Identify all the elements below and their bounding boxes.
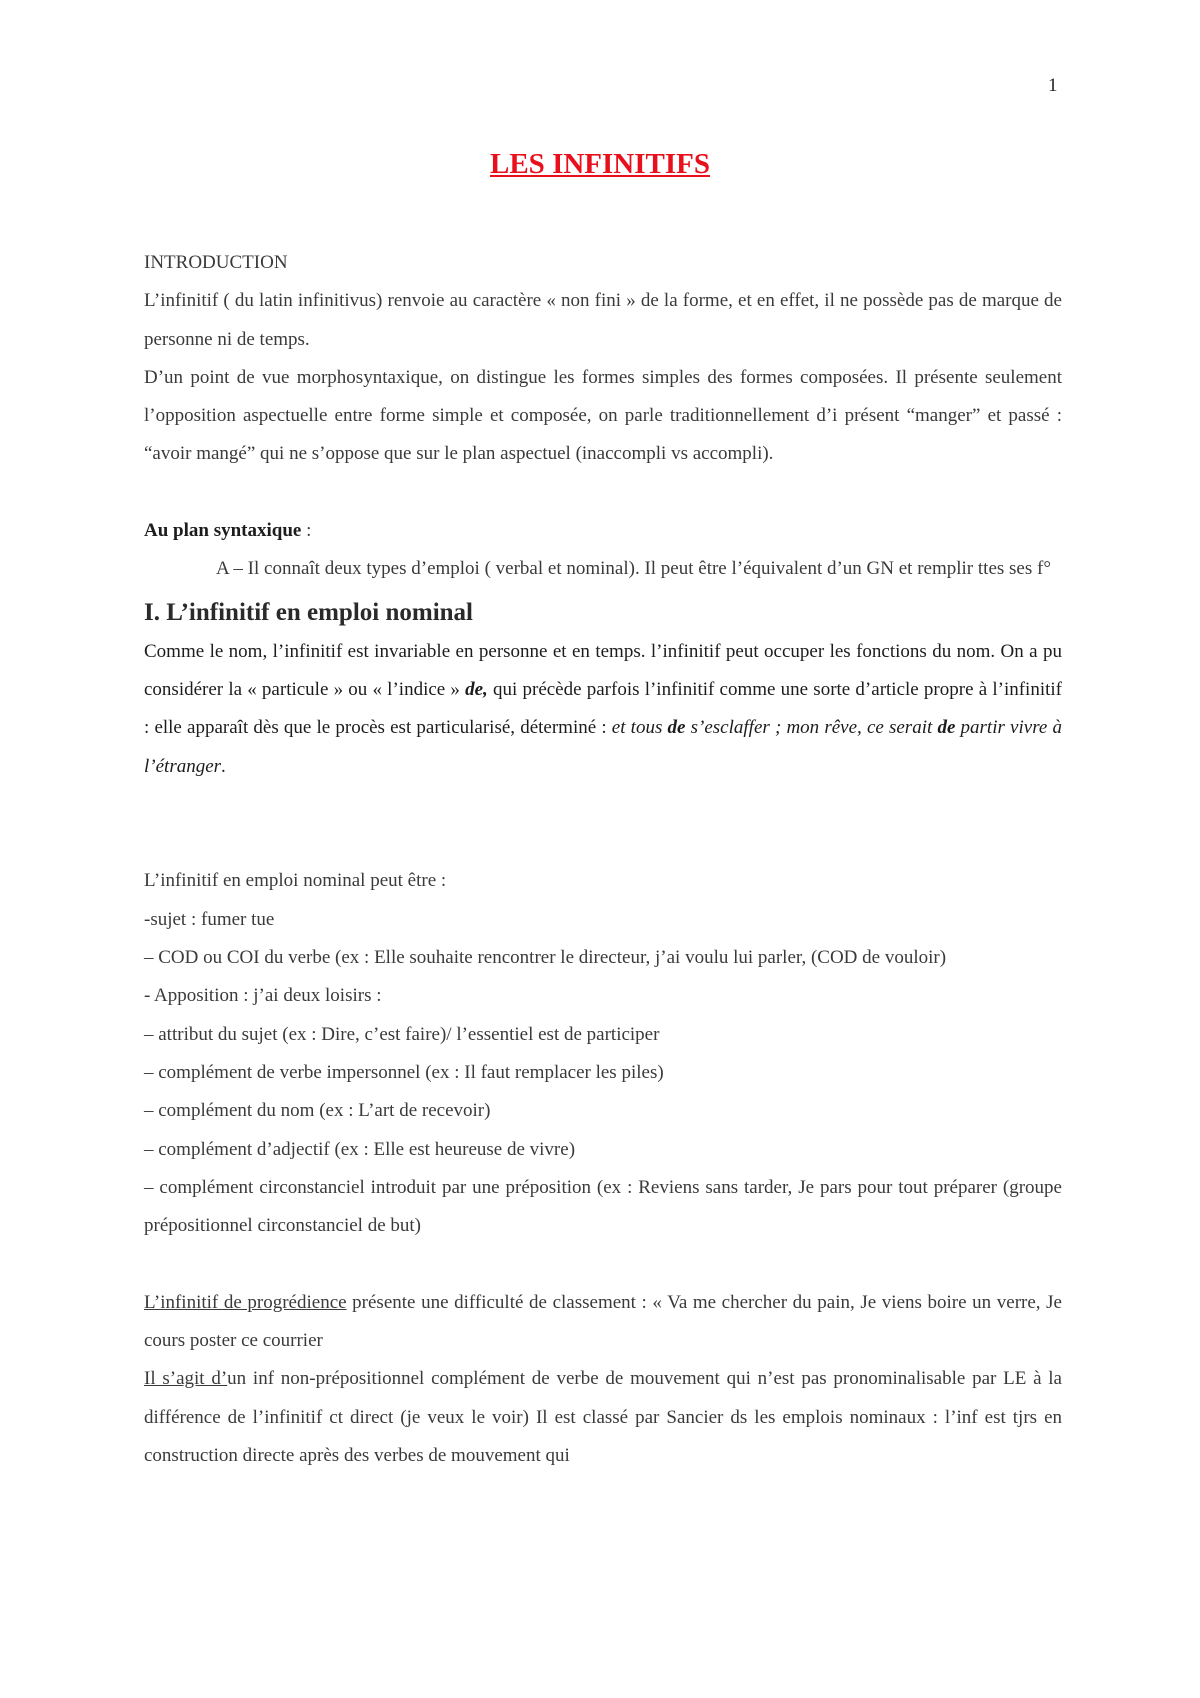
list-item: – complément du nom (ex : L’art de recevoir) (144, 1100, 491, 1122)
para-text: Comme le nom, l’infinitif est invariable en personne et en temps. l’infinitif peut occuper les fonctions du nom. On a pu considérer la « particule » ou « l’indice » (144, 640, 1062, 700)
document-title: LES INFINITIFS (490, 148, 710, 180)
syntax-point-a: A – Il connaît deux types d’emploi ( verbal et nominal). Il peut être l’équivalent d’un GN et remplir ttes ses f° (216, 558, 1051, 580)
intro-paragraph-1: L’infinitif ( du latin infinitivus) renvoie au caractère « non fini » de la forme, et en effet, il ne possède pas de marque de personne ni de temps. (144, 290, 1062, 350)
intro-paragraph-2: D’un point de vue morphosyntaxique, on distingue les formes simples des formes composées. Il présente seulement l’opposition aspectuelle entre forme simple et composée, on parle traditionnellement d’i présent “manger” et passé : “avoir mangé” qui ne s’oppose que sur le plan aspectuel (inaccompli vs accompli). (144, 366, 1062, 465)
list-item: – complément d’adjectif (ex : Elle est heureuse de vivre) (144, 1138, 576, 1160)
progredience-paragraph: L’infinitif de progrédience présente une difficulté de classement : « Va me chercher du pain, Je viens boire un verre, Je cours poster ce courrier (144, 1291, 1062, 1352)
final-underlined: Il s’agit d’ (144, 1368, 228, 1390)
syntax-label: Au plan syntaxique (144, 520, 302, 542)
page-number: 1 (1048, 75, 1058, 96)
para-particle: de, (465, 678, 488, 700)
list-item: – complément de verbe impersonnel (ex : Il faut remplacer les piles) (144, 1061, 664, 1083)
syntax-label-line (144, 512, 1062, 550)
list-item: – complément circonstanciel introduit par une préposition (ex : Reviens sans tarder, Je pars pour tout préparer (groupe prépositionnel circonstanciel de but) (144, 1176, 1062, 1237)
para-text-2: qui précède parfois l’infinitif comme une sorte d’article propre à l’infinitif : elle apparaît dès que le procès est particularisé, déterminé : (144, 678, 1062, 739)
document-body (144, 244, 1062, 1475)
final-paragraph: Il s’agit d’un inf non-prépositionnel complément de verbe de mouvement qui n’est pas pronominalisable par LE à la différence de l’infinitif ct direct (je veux le voir) Il est classé par Sancier ds les emplois nominaux : l’inf est tjrs en construction directe après des verbes de mouvement qui (144, 1368, 1062, 1466)
progredience-term: L’infinitif de progrédience (144, 1291, 347, 1313)
list-item: – attribut du sujet (ex : Dire, c’est faire)/ l’essentiel est de participer (144, 1023, 660, 1045)
list-intro: L’infinitif en emploi nominal peut être : (144, 870, 447, 892)
list-item: - Apposition : j’ai deux loisirs : (144, 985, 382, 1007)
section-paragraph: Comme le nom, l’infinitif est invariable en personne et en temps. l’infinitif peut occuper les fonctions du nom. On a pu considérer la « particule » ou « l’indice » de, qui précède parfois l’infinitif comme une sorte d’article propre à l’infinitif : elle apparaît dès que le procès est particularisé, déterminé : et tous de s’esclaffer ; mon rêve, ce serait de partir vivre à l’étranger. (144, 640, 1062, 777)
para-example: et tous de s’esclaffer ; mon rêve, ce serait de partir vivre à l’étranger (144, 717, 1062, 777)
syntax-label-suffix: : (301, 520, 312, 542)
list-item: – COD ou COI du verbe (ex : Elle souhaite rencontrer le directeur, j’ai voulu lui parler, (COD de vouloir) (144, 947, 947, 969)
section-heading: I. L’infinitif en emploi nominal (144, 598, 473, 626)
intro-heading: INTRODUCTION (144, 252, 288, 273)
list-item: -sujet : fumer tue (144, 908, 275, 930)
